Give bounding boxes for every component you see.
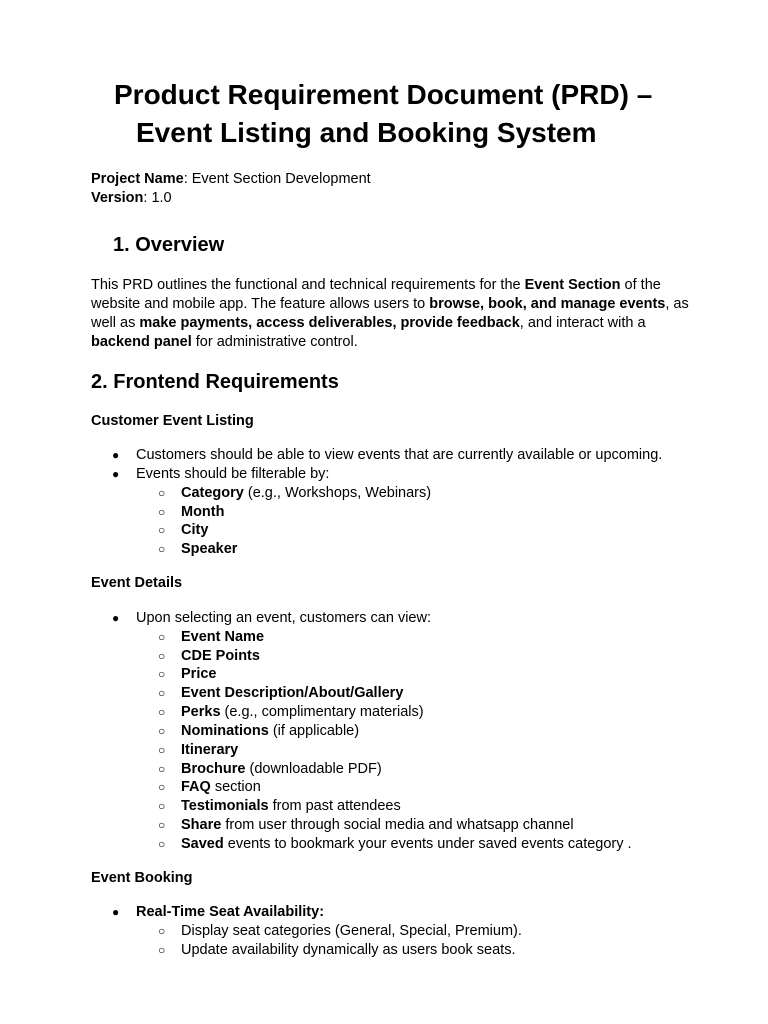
project-name-line bbox=[91, 170, 371, 189]
circle-bullet-icon: ○ bbox=[158, 523, 166, 537]
circle-bullet-icon: ○ bbox=[158, 705, 166, 719]
sub-list-item: Perks (e.g., complimentary materials) bbox=[181, 704, 424, 720]
circle-bullet-icon: ○ bbox=[158, 818, 166, 832]
subheading-event-booking: Event Booking bbox=[91, 870, 193, 886]
sub-list-item: Nominations (if applicable) bbox=[181, 723, 360, 739]
sub-list-item: Itinerary bbox=[181, 742, 239, 758]
project-name-value: : Event Section Development bbox=[183, 171, 371, 187]
sub-list-item: City bbox=[181, 522, 209, 538]
sub-list-item: Share from user through social media and whatsapp channel bbox=[181, 817, 574, 833]
circle-bullet-icon: ○ bbox=[158, 686, 166, 700]
sub-list-item: Event Name bbox=[181, 629, 265, 645]
bullet-icon: ● bbox=[112, 905, 120, 919]
overview-paragraph: This PRD outlines the functional and technical requirements for the Event Section of the website and mobile app. The feature allows users to browse, book, and manage events, as well as make payments, access deliverables, provide feedback, and interact with a backend panel for administrative control. bbox=[91, 277, 689, 350]
circle-bullet-icon: ○ bbox=[158, 837, 166, 851]
circle-bullet-icon: ○ bbox=[158, 780, 166, 794]
list-item: Upon selecting an event, customers can view: bbox=[136, 610, 431, 626]
circle-bullet-icon: ○ bbox=[158, 743, 166, 757]
section-heading-overview: 1. Overview bbox=[113, 234, 225, 256]
sub-list-item: FAQ section bbox=[181, 779, 261, 795]
sub-list-item: Category (e.g., Workshops, Webinars) bbox=[181, 485, 432, 501]
circle-bullet-icon: ○ bbox=[158, 724, 166, 738]
circle-bullet-icon: ○ bbox=[158, 924, 166, 938]
section-heading-frontend: 2. Frontend Requirements bbox=[91, 371, 339, 393]
subheading-customer-event-listing: Customer Event Listing bbox=[91, 413, 254, 429]
circle-bullet-icon: ○ bbox=[158, 542, 166, 556]
list-item: Customers should be able to view events that are currently available or upcoming. bbox=[136, 447, 663, 463]
circle-bullet-icon: ○ bbox=[158, 943, 166, 957]
list-item: Events should be filterable by: bbox=[136, 466, 330, 482]
document-title-line-2: Event Listing and Booking System bbox=[136, 117, 597, 148]
list-item: Real-Time Seat Availability: bbox=[136, 904, 325, 920]
sub-list-item: Update availability dynamically as users book seats. bbox=[181, 942, 516, 958]
sub-list-item: Saved events to bookmark your events under saved events category . bbox=[181, 836, 632, 852]
sub-list-item: Price bbox=[181, 666, 217, 682]
version-label: Version bbox=[91, 190, 144, 206]
bullet-icon: ● bbox=[112, 611, 120, 625]
circle-bullet-icon: ○ bbox=[158, 505, 166, 519]
sub-list-item: Month bbox=[181, 504, 225, 520]
subheading-event-details: Event Details bbox=[91, 575, 183, 591]
version-line bbox=[91, 189, 172, 208]
bullet-icon: ● bbox=[112, 448, 120, 462]
circle-bullet-icon: ○ bbox=[158, 799, 166, 813]
sub-list-item: CDE Points bbox=[181, 648, 260, 664]
sub-list-item: Speaker bbox=[181, 541, 238, 557]
document-title-line-1: Product Requirement Document (PRD) – bbox=[114, 79, 653, 110]
project-name-label: Project Name bbox=[91, 171, 184, 187]
version-value: : 1.0 bbox=[143, 190, 172, 206]
sub-list-item: Testimonials from past attendees bbox=[181, 798, 401, 814]
circle-bullet-icon: ○ bbox=[158, 486, 166, 500]
circle-bullet-icon: ○ bbox=[158, 630, 166, 644]
bullet-icon: ● bbox=[112, 467, 120, 481]
circle-bullet-icon: ○ bbox=[158, 667, 166, 681]
sub-list-item: Display seat categories (General, Special, Premium). bbox=[181, 923, 522, 939]
circle-bullet-icon: ○ bbox=[158, 762, 166, 776]
sub-list-item: Event Description/About/Gallery bbox=[181, 685, 404, 701]
circle-bullet-icon: ○ bbox=[158, 649, 166, 663]
sub-list-item: Brochure (downloadable PDF) bbox=[181, 761, 382, 777]
